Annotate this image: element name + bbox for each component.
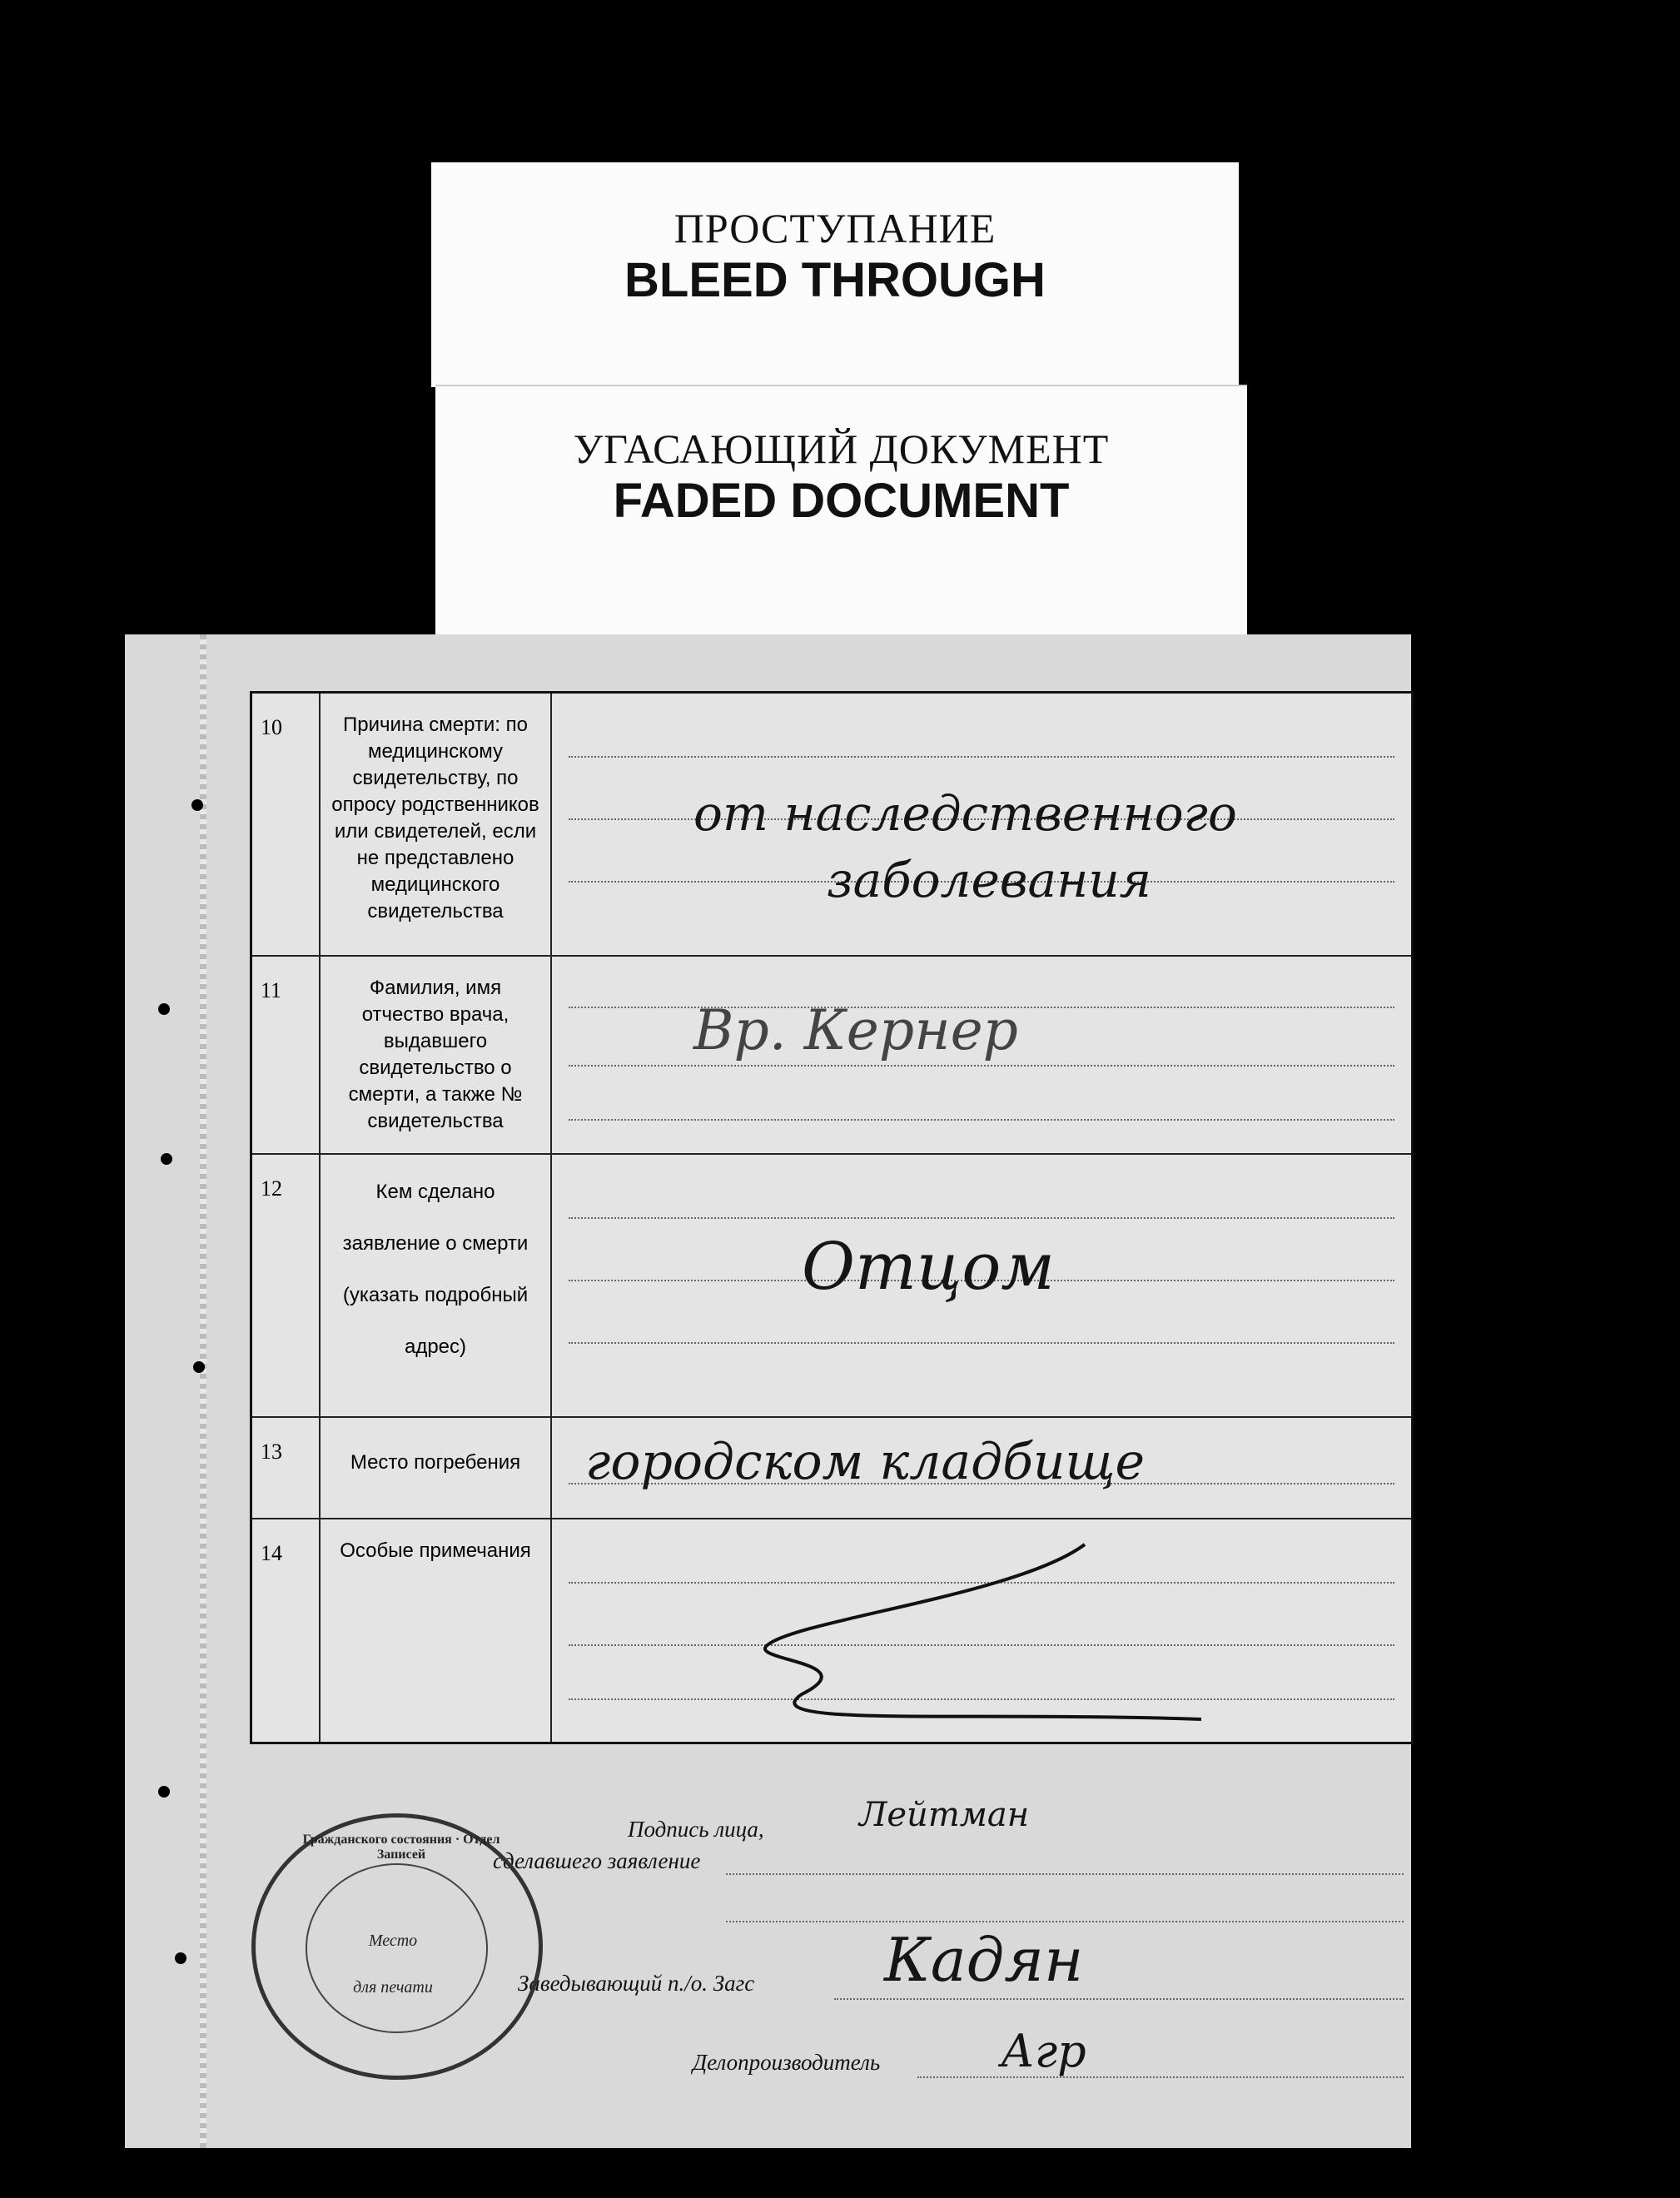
dotted-line [569, 1065, 1394, 1067]
punch-hole [193, 1361, 205, 1373]
faded-document-ru: УГАСАЮЩИЙ ДОКУМЕНТ [573, 425, 1110, 472]
stamp-place-line2: для печати [353, 1978, 433, 1997]
dotted-line [726, 1921, 1404, 1922]
row-number: 12 [251, 1154, 321, 1417]
punch-hole [1555, 798, 1567, 809]
bleed-through-en: BLEED THROUGH [624, 253, 1046, 307]
dotted-line [917, 2076, 1404, 2078]
table-row [251, 693, 1413, 956]
dotted-line [569, 756, 1394, 758]
dotted-line [569, 1217, 1394, 1219]
punch-hole [191, 799, 203, 811]
row-number: 11 [251, 956, 321, 1154]
table-row [251, 1417, 1413, 1519]
bleed-through-card [431, 162, 1239, 387]
row-label: Место погребения [320, 1417, 551, 1519]
punch-hole [1586, 1153, 1598, 1165]
dotted-line [834, 1998, 1404, 2000]
death-record-form [250, 691, 1414, 1744]
row-number: 14 [251, 1519, 321, 1743]
official-stamp [251, 1813, 543, 2080]
stamp-ring-text: Гражданского состояния · Отдел Записей [302, 1832, 500, 1862]
handwritten-burial-place: городском кладбище [585, 1432, 1146, 1491]
table-row [251, 1519, 1413, 1743]
remarks-strike-mark [552, 1519, 1235, 1736]
dotted-line [726, 1873, 1404, 1875]
burial-place-field [551, 1417, 1413, 1519]
declarant-label-1: Подпись лица, [628, 1817, 764, 1842]
page-torn-edge [200, 634, 206, 2148]
registrar-head-label: Заведывающий п./о. Загс [518, 1971, 755, 1996]
faded-document-en: FADED DOCUMENT [613, 474, 1070, 528]
punch-hole [1540, 1948, 1552, 1960]
row-label: Фамилия, имя отчество врача, выдавшего свидетельство о смерти, а также № свидетельства [320, 956, 551, 1154]
cause-of-death-field [551, 693, 1413, 956]
row-number: 10 [251, 693, 321, 956]
handwritten-cause-2: заболевания [827, 852, 1152, 908]
dotted-line [569, 1342, 1394, 1344]
punch-hole [1586, 1359, 1598, 1370]
punch-hole [1469, 1779, 1481, 1791]
declarant-signature: Лейтман [859, 1796, 1030, 1834]
punch-hole [161, 1153, 172, 1165]
registrar-head-signature: Кадян [884, 1925, 1084, 1995]
clerk-signature: Агр [1001, 2025, 1086, 2077]
clerk-label: Делопроизводитель [693, 2050, 881, 2075]
declarant-field [551, 1154, 1413, 1417]
punch-hole [158, 1786, 170, 1798]
row-number: 13 [251, 1417, 321, 1519]
punch-hole [1588, 1782, 1599, 1793]
stamp-placeholder [343, 1917, 443, 2011]
table-row [251, 956, 1413, 1154]
punch-hole [175, 1952, 186, 1964]
handwritten-doctor: Вр. Кернер [693, 997, 1018, 1062]
row-label: Кем сделано заявление о смерти (указать подробный адрес) [320, 1154, 551, 1417]
stamp-place-line1: Место [368, 1932, 418, 1950]
handwritten-declarant: Отцом [802, 1229, 1055, 1305]
remarks-field [551, 1519, 1413, 1743]
declarant-label-2: сделавшего заявление [493, 1848, 701, 1873]
punch-hole [1586, 1003, 1598, 1015]
row-label: Причина смерти: по медицинскому свидетельству, по опросу родственников или свидетелей, если не представлено медицинского свидетельства [320, 693, 551, 956]
doctor-name-field [551, 956, 1413, 1154]
table-row [251, 1154, 1413, 1417]
handwritten-cause-1: от наследственного [693, 785, 1237, 842]
bleed-through-ru: ПРОСТУПАНИЕ [673, 205, 997, 251]
row-label: Особые примечания [320, 1519, 551, 1743]
dotted-line [569, 1119, 1394, 1121]
punch-hole [158, 1003, 170, 1015]
faded-document-card [435, 385, 1247, 636]
